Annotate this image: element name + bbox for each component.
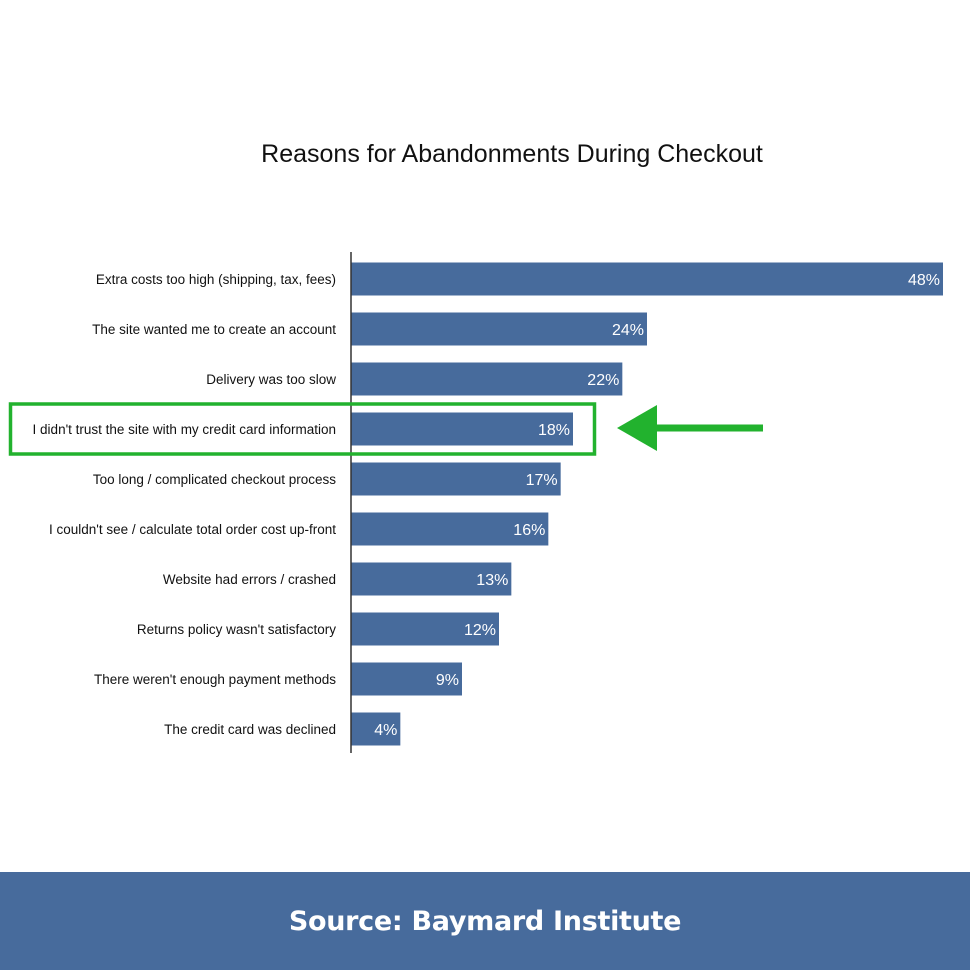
data-label: 4% xyxy=(374,722,398,739)
bar xyxy=(351,363,622,396)
category-label: Extra costs too high (shipping, tax, fees) xyxy=(95,272,336,287)
highlight-arrow-head-icon xyxy=(617,405,657,451)
bar xyxy=(351,313,647,346)
data-label: 9% xyxy=(435,672,459,689)
category-label: I couldn't see / calculate total order cost up-front xyxy=(49,522,336,537)
data-label: 16% xyxy=(513,522,546,539)
source-footer xyxy=(0,872,970,970)
category-label: Website had errors / crashed xyxy=(162,572,336,587)
data-label: 48% xyxy=(907,272,940,289)
category-label: I didn't trust the site with my credit card information xyxy=(32,422,336,437)
category-label: The site wanted me to create an account xyxy=(92,322,336,337)
data-label: 18% xyxy=(537,422,570,439)
data-label: 24% xyxy=(611,322,644,339)
source-text: Source: Baymard Institute xyxy=(288,905,682,937)
category-label: Delivery was too slow xyxy=(206,372,336,387)
category-label: Returns policy wasn't satisfactory xyxy=(136,622,336,637)
chart-title: Reasons for Abandonments During Checkout xyxy=(261,140,763,168)
data-label: 22% xyxy=(587,372,620,389)
bar xyxy=(351,263,943,296)
data-label: 13% xyxy=(476,572,509,589)
category-label: Too long / complicated checkout process xyxy=(92,472,336,487)
category-label: There weren't enough payment methods xyxy=(94,672,336,687)
data-label: 12% xyxy=(463,622,496,639)
category-label: The credit card was declined xyxy=(164,722,336,737)
data-label: 17% xyxy=(525,472,558,489)
bars-layer xyxy=(33,263,943,746)
